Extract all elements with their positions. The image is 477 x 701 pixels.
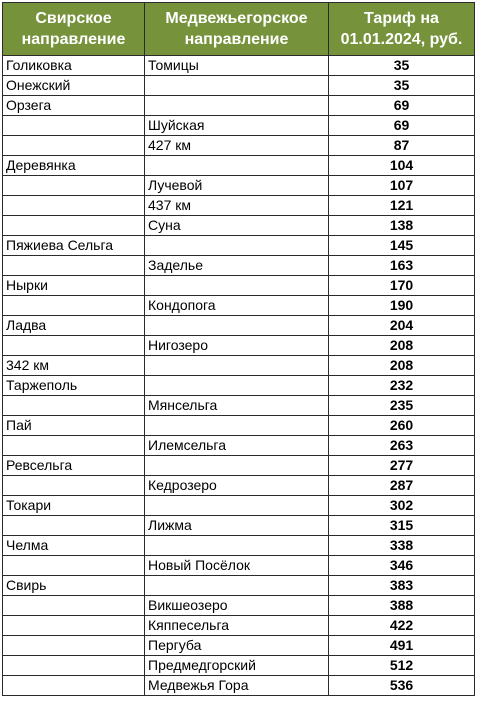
tariff-price-cell: 190 [329, 296, 475, 316]
station-svir-cell: Орзега [3, 96, 145, 116]
tariff-price-cell: 208 [329, 356, 475, 376]
station-svir-cell [3, 656, 145, 676]
station-medvezhyegorsk-cell: 427 км [145, 136, 329, 156]
table-row [3, 296, 475, 316]
table-row [3, 96, 475, 116]
tariff-price-cell: 145 [329, 236, 475, 256]
station-medvezhyegorsk-cell: Кедрозеро [145, 476, 329, 496]
tariff-price-cell: 315 [329, 516, 475, 536]
station-medvezhyegorsk-cell [145, 376, 329, 396]
station-medvezhyegorsk-cell [145, 276, 329, 296]
station-svir-cell [3, 676, 145, 696]
table-row [3, 276, 475, 296]
station-svir-cell [3, 336, 145, 356]
table-row [3, 196, 475, 216]
station-medvezhyegorsk-cell [145, 356, 329, 376]
table-row [3, 436, 475, 456]
station-svir-cell [3, 136, 145, 156]
station-medvezhyegorsk-cell: Кяппесельга [145, 616, 329, 636]
table-row [3, 156, 475, 176]
tariff-price-cell: 277 [329, 456, 475, 476]
table-row [3, 676, 475, 696]
station-medvezhyegorsk-cell: Томицы [145, 56, 329, 76]
tariff-price-cell: 232 [329, 376, 475, 396]
table-row [3, 416, 475, 436]
station-medvezhyegorsk-cell: Илемсельга [145, 436, 329, 456]
tariff-price-cell: 422 [329, 616, 475, 636]
station-svir-cell [3, 436, 145, 456]
station-medvezhyegorsk-cell [145, 76, 329, 96]
station-svir-cell [3, 556, 145, 576]
table-row [3, 536, 475, 556]
tariff-price-cell: 35 [329, 76, 475, 96]
table-row [3, 216, 475, 236]
tariff-price-cell: 204 [329, 316, 475, 336]
station-svir-cell [3, 476, 145, 496]
tariff-price-cell: 346 [329, 556, 475, 576]
station-medvezhyegorsk-cell [145, 496, 329, 516]
table-row [3, 476, 475, 496]
station-medvezhyegorsk-cell: 437 км [145, 196, 329, 216]
table-row [3, 376, 475, 396]
station-medvezhyegorsk-cell [145, 236, 329, 256]
station-medvezhyegorsk-cell: Мянсельга [145, 396, 329, 416]
station-medvezhyegorsk-cell: Медвежья Гора [145, 676, 329, 696]
tariff-price-cell: 512 [329, 656, 475, 676]
station-medvezhyegorsk-cell [145, 456, 329, 476]
station-medvezhyegorsk-cell [145, 96, 329, 116]
table-row [3, 576, 475, 596]
station-medvezhyegorsk-cell: Кондопога [145, 296, 329, 316]
table-row [3, 556, 475, 576]
station-svir-cell [3, 616, 145, 636]
station-svir-cell: 342 км [3, 356, 145, 376]
station-svir-cell [3, 516, 145, 536]
tariff-price-cell: 287 [329, 476, 475, 496]
station-svir-cell: Пай [3, 416, 145, 436]
tariff-price-cell: 388 [329, 596, 475, 616]
station-svir-cell: Токари [3, 496, 145, 516]
tariff-price-cell: 260 [329, 416, 475, 436]
tariff-price-cell: 170 [329, 276, 475, 296]
header-svir-direction: Свирское направление [3, 3, 145, 56]
table-row [3, 516, 475, 536]
tariff-price-cell: 235 [329, 396, 475, 416]
station-svir-cell [3, 256, 145, 276]
tariff-price-cell: 138 [329, 216, 475, 236]
table-row [3, 56, 475, 76]
station-medvezhyegorsk-cell [145, 316, 329, 336]
station-svir-cell [3, 596, 145, 616]
station-svir-cell [3, 116, 145, 136]
station-medvezhyegorsk-cell [145, 156, 329, 176]
station-medvezhyegorsk-cell: Викшеозеро [145, 596, 329, 616]
tariff-price-cell: 107 [329, 176, 475, 196]
station-medvezhyegorsk-cell [145, 536, 329, 556]
tariff-price-cell: 163 [329, 256, 475, 276]
tariff-price-cell: 121 [329, 196, 475, 216]
table-row [3, 316, 475, 336]
table-row [3, 656, 475, 676]
table-row [3, 496, 475, 516]
station-medvezhyegorsk-cell: Пергуба [145, 636, 329, 656]
tariff-price-cell: 208 [329, 336, 475, 356]
station-svir-cell [3, 216, 145, 236]
station-svir-cell [3, 196, 145, 216]
station-svir-cell: Онежский [3, 76, 145, 96]
table-row [3, 236, 475, 256]
station-medvezhyegorsk-cell: Лучевой [145, 176, 329, 196]
tariff-price-cell: 69 [329, 96, 475, 116]
table-row [3, 76, 475, 96]
header-tariff: Тариф на 01.01.2024, руб. [329, 3, 475, 56]
station-svir-cell [3, 636, 145, 656]
tariff-table [2, 2, 475, 696]
station-svir-cell: Свирь [3, 576, 145, 596]
station-svir-cell: Голиковка [3, 56, 145, 76]
tariff-price-cell: 87 [329, 136, 475, 156]
station-medvezhyegorsk-cell: Нигозеро [145, 336, 329, 356]
station-medvezhyegorsk-cell: Шуйская [145, 116, 329, 136]
tariff-price-cell: 338 [329, 536, 475, 556]
station-medvezhyegorsk-cell: Новый Посёлок [145, 556, 329, 576]
tariff-price-cell: 491 [329, 636, 475, 656]
table-row [3, 176, 475, 196]
table-row [3, 596, 475, 616]
table-row [3, 116, 475, 136]
station-svir-cell: Пяжиева Сельга [3, 236, 145, 256]
tariff-price-cell: 383 [329, 576, 475, 596]
station-medvezhyegorsk-cell: Заделье [145, 256, 329, 276]
table-row [3, 456, 475, 476]
station-svir-cell: Челма [3, 536, 145, 556]
tariff-price-cell: 69 [329, 116, 475, 136]
station-svir-cell [3, 396, 145, 416]
station-svir-cell [3, 296, 145, 316]
station-medvezhyegorsk-cell: Лижма [145, 516, 329, 536]
tariff-price-cell: 263 [329, 436, 475, 456]
header-medvezhyegorsk-direction: Медвежьегорское направление [145, 3, 329, 56]
station-svir-cell [3, 176, 145, 196]
station-svir-cell: Таржеполь [3, 376, 145, 396]
station-medvezhyegorsk-cell [145, 416, 329, 436]
station-svir-cell: Деревянка [3, 156, 145, 176]
station-svir-cell: Ревсельга [3, 456, 145, 476]
table-row [3, 136, 475, 156]
station-svir-cell: Ладва [3, 316, 145, 336]
station-svir-cell: Нырки [3, 276, 145, 296]
tariff-price-cell: 302 [329, 496, 475, 516]
station-medvezhyegorsk-cell: Предмедгорский [145, 656, 329, 676]
table-row [3, 396, 475, 416]
table-body [3, 56, 475, 696]
table-row [3, 356, 475, 376]
station-medvezhyegorsk-cell: Суна [145, 216, 329, 236]
header-row [3, 3, 475, 56]
table-row [3, 256, 475, 276]
tariff-price-cell: 35 [329, 56, 475, 76]
table-row [3, 336, 475, 356]
tariff-price-cell: 104 [329, 156, 475, 176]
table-row [3, 636, 475, 656]
tariff-price-cell: 536 [329, 676, 475, 696]
station-medvezhyegorsk-cell [145, 576, 329, 596]
table-row [3, 616, 475, 636]
